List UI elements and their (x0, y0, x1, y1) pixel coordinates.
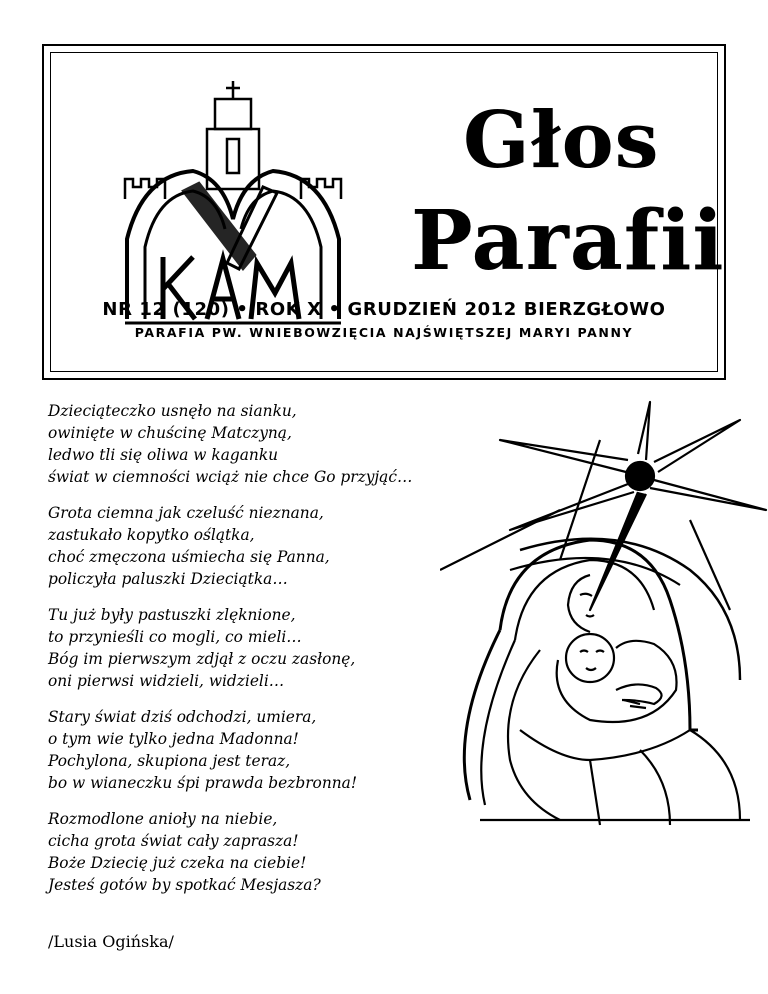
poem-line: Rozmodlone anioły na niebie, (48, 810, 278, 828)
poem-line: policzyła paluszki Dzieciątka… (48, 570, 288, 588)
poem-line: Dzieciąteczko usnęło na sianku, (48, 402, 297, 420)
parish-line: PARAFIA PW. WNIEBOWZIĘCIA NAJŚWIĘTSZEJ MARYI PANNY (134, 325, 634, 340)
masthead (42, 44, 726, 380)
poem-line: o tym wie tylko jedna Madonna! (48, 730, 299, 748)
poem (48, 400, 508, 910)
poem-line: to przynieśli co mogli, co mieli… (48, 628, 302, 646)
poem-line: choć zmęczona uśmiecha się Panna, (48, 548, 330, 566)
poem-line: cicha grota świat cały zaprasza! (48, 832, 299, 850)
poem-author: /Lusia Ogińska/ (48, 932, 174, 951)
poem-line: Pochylona, skupiona jest teraz, (48, 752, 291, 770)
church-monogram-icon (123, 79, 343, 329)
poem-line: zastukało kopytko oślątka, (48, 526, 255, 544)
poem-line: oni pierwsi widzieli, widzieli… (48, 672, 285, 690)
poem-line: owinięte w chuścinę Matczyną, (48, 424, 292, 442)
poem-line: ledwo tli się oliwa w kaganku (48, 446, 279, 464)
madonna-and-child-icon (440, 400, 768, 830)
poem-line: Boże Dziecię już czeka na ciebie! (48, 854, 307, 872)
poem-line: Stary świat dziś odchodzi, umiera, (48, 708, 317, 726)
poem-stanza (48, 400, 508, 488)
poem-line: Grota ciemna jak czeluść nieznana, (48, 504, 324, 522)
poem-line: świat w ciemności wciąż nie chce Go przyjąć… (48, 468, 413, 486)
poem-stanza (48, 808, 508, 896)
poem-stanza (48, 502, 508, 590)
masthead-title-line1: Głos (463, 95, 660, 186)
masthead-inner-border (50, 52, 725, 372)
poem-stanza (48, 604, 508, 692)
poem-line: Tu już były pastuszki zlęknione, (48, 606, 296, 624)
poem-stanza (48, 706, 508, 794)
poem-line: bo w wianeczku śpi prawda bezbronna! (48, 774, 358, 792)
issue-line: NR 12 (120) • ROK X • GRUDZIEŃ 2012 BIERZGŁOWO (102, 299, 666, 320)
poem-line: Jesteś gotów by spotkać Mesjasza? (48, 876, 321, 894)
poem-line: Bóg im pierwszym zdjął z oczu zasłonę, (48, 650, 356, 668)
masthead-title-line2: Parafii (411, 193, 725, 289)
